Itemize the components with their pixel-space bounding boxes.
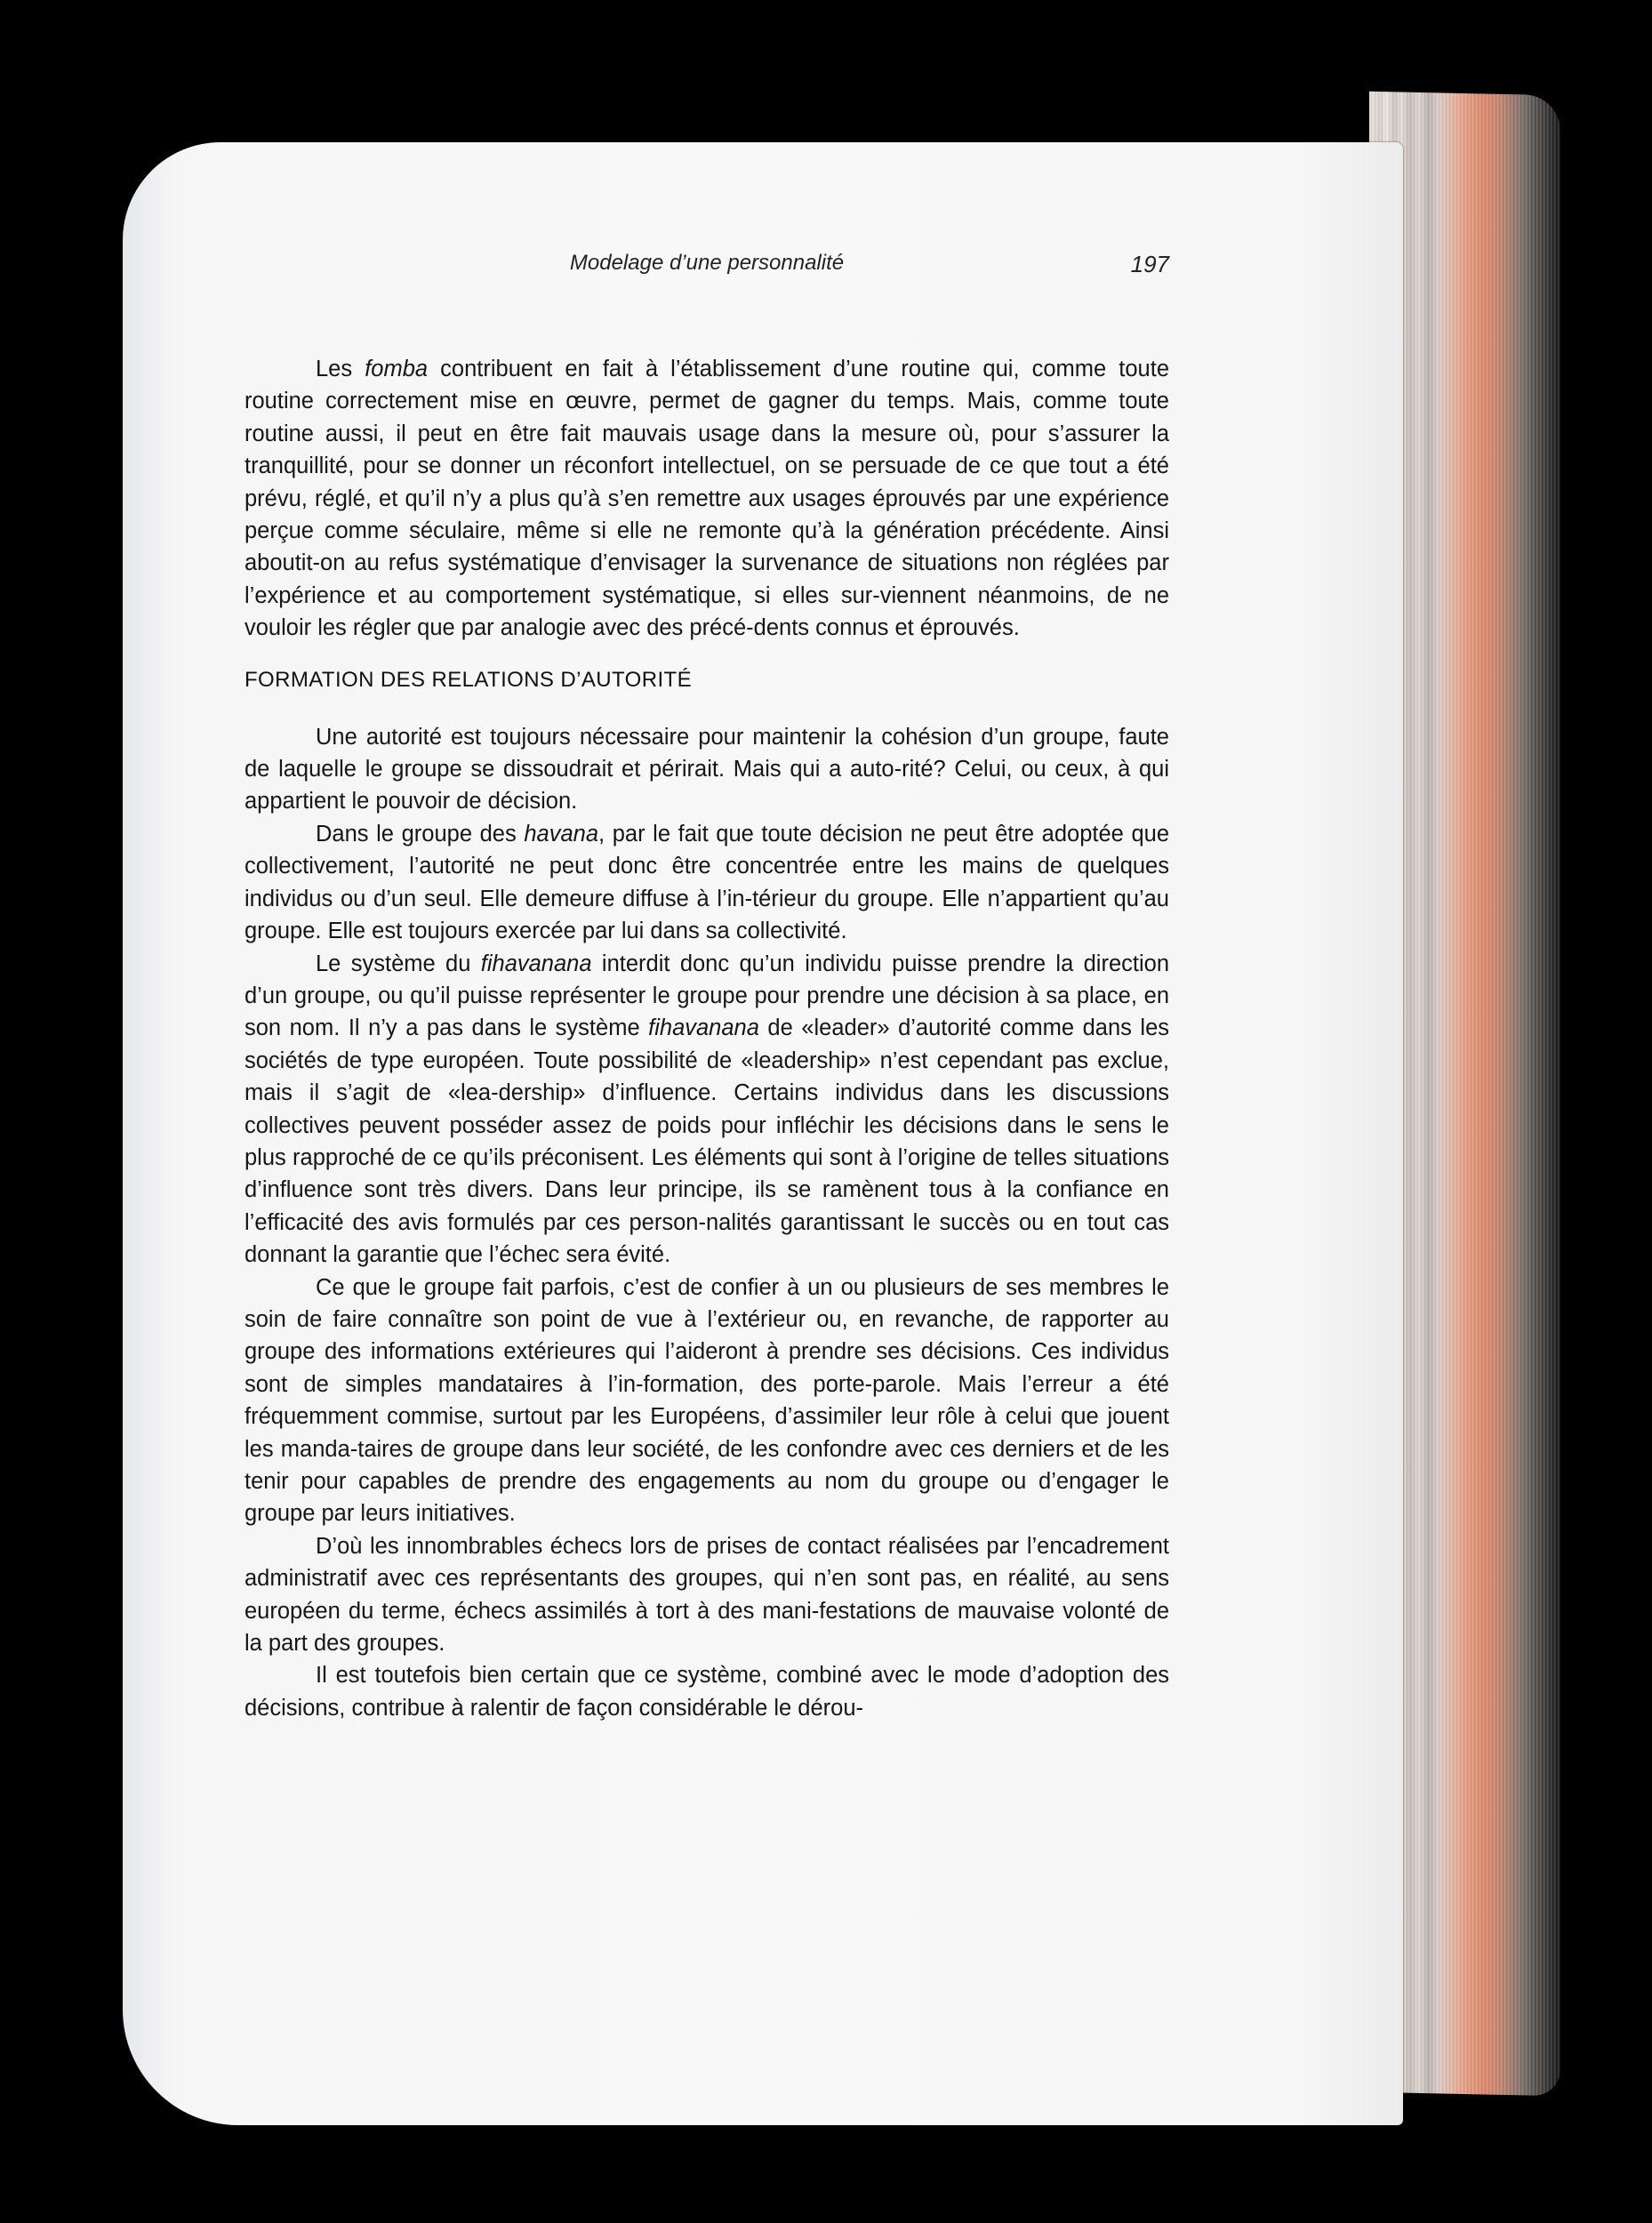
emphasis: fihavanana xyxy=(648,1015,759,1041)
paragraph: D’où les innombrables échecs lors de prises de contact réalisées par l’encadrement administratif avec ces représentants des groupes, qui n’en sont pas, en réalité, au sens européen du terme, échecs assimilés à tort à des mani-festations de mauvaise volonté de la part des groupes. xyxy=(245,1533,1169,1657)
paragraph: Ce que le groupe fait parfois, c’est de confier à un ou plusieurs de ses membres le soin de faire connaître son point de vue à l’extérieur ou, en revanche, de rapporter au groupe des informations extérieures qui l’aideront à prendre ses décisions. Ces individus sont de simples mandataires à l’in-formation, des porte-parole. Mais l’erreur a été fréquemment commise, surtout par les Européens, d’assimiler leur rôle à celui que jouent les manda-taires de groupe dans leur société, de les confondre avec ces derniers et de les tenir pour capables de prendre des engagements au nom du groupe ou d’engager le groupe par leurs initiatives. xyxy=(245,1274,1169,1527)
emphasis: fomba xyxy=(365,357,429,381)
page-number: 197 xyxy=(1130,251,1169,277)
running-head xyxy=(245,251,1169,286)
paragraph: Le système du fihavanana interdit donc qu’un individu puisse prendre la direction d’un groupe, ou qu’il puisse représenter le groupe pour prendre une décision à sa place, en son nom. Il n’y a pas dans le système fihavanana de «leader» d’autorité comme dans les sociétés de type européen. Toute possibilité de «leadership» n’est cependant pas exclue, mais il s’agit de «lea-dership» d’influence. Certains individus dans les discussions collectives peuvent posséder assez de poids pour infléchir les décisions dans le sens le plus rapproché de ce qu’ils préconisent. Les éléments qui sont à l’origine de telles situations d’influence sont très divers. Dans leur principe, ils se ramènent tous à la confiance en l’efficacité des avis formulés par ces person-nalités garantissant le succès ou en tout cas donnant la garantie que l’échec sera évité. xyxy=(245,951,1169,1268)
running-title: Modelage d’une personnalité xyxy=(569,251,845,275)
paragraph: Il est toutefois bien certain que ce système, combiné avec le mode d’adoption des décisions, contribue à ralentir de façon considérable le dérou- xyxy=(245,1663,1169,1721)
paragraph: Les fomba contribuent en fait à l’établissement d’une routine qui, comme toute routine correctement mise en œuvre, permet de gagner du temps. Mais, comme toute routine aussi, il peut en être fait mauvais usage dans la mesure où, pour s’assurer la tranquillité, pour se donner un réconfort intellectuel, on se persuade de ce que tout a été prévu, réglé, et qu’il n’y a plus qu’à s’en remettre aux usages éprouvés par une expérience perçue comme séculaire, même si elle ne remonte qu’à la génération précédente. Ainsi aboutit-on au refus systématique d’envisager la survenance de situations non réglées par l’expérience et au comportement systématique, si elles sur-viennent néanmoins, de ne vouloir les régler que par analogie avec des précé-dents connus et éprouvés. xyxy=(245,357,1170,641)
emphasis: fihavanana xyxy=(480,951,592,976)
body-text xyxy=(245,353,1169,1724)
emphasis: havana xyxy=(524,821,599,847)
paragraph: Dans le groupe des havana, par le fait que toute décision ne peut être adoptée que collectivement, l’autorité ne peut donc être concentrée entre les mains de quelques individus ou d’un seul. Elle demeure diffuse à l’in-térieur du groupe. Elle n’appartient qu’au groupe. Elle est toujours exercée par lui dans sa collectivité. xyxy=(245,821,1170,944)
paragraph: Une autorité est toujours nécessaire pour maintenir la cohésion d’un groupe, faute de laquelle le groupe se dissoudrait et périrait. Mais qui a auto-rité? Celui, ou ceux, à qui appartient le pouvoir de décision. xyxy=(245,724,1169,815)
section-heading: FORMATION DES RELATIONS D’AUTORITÉ xyxy=(245,667,692,692)
